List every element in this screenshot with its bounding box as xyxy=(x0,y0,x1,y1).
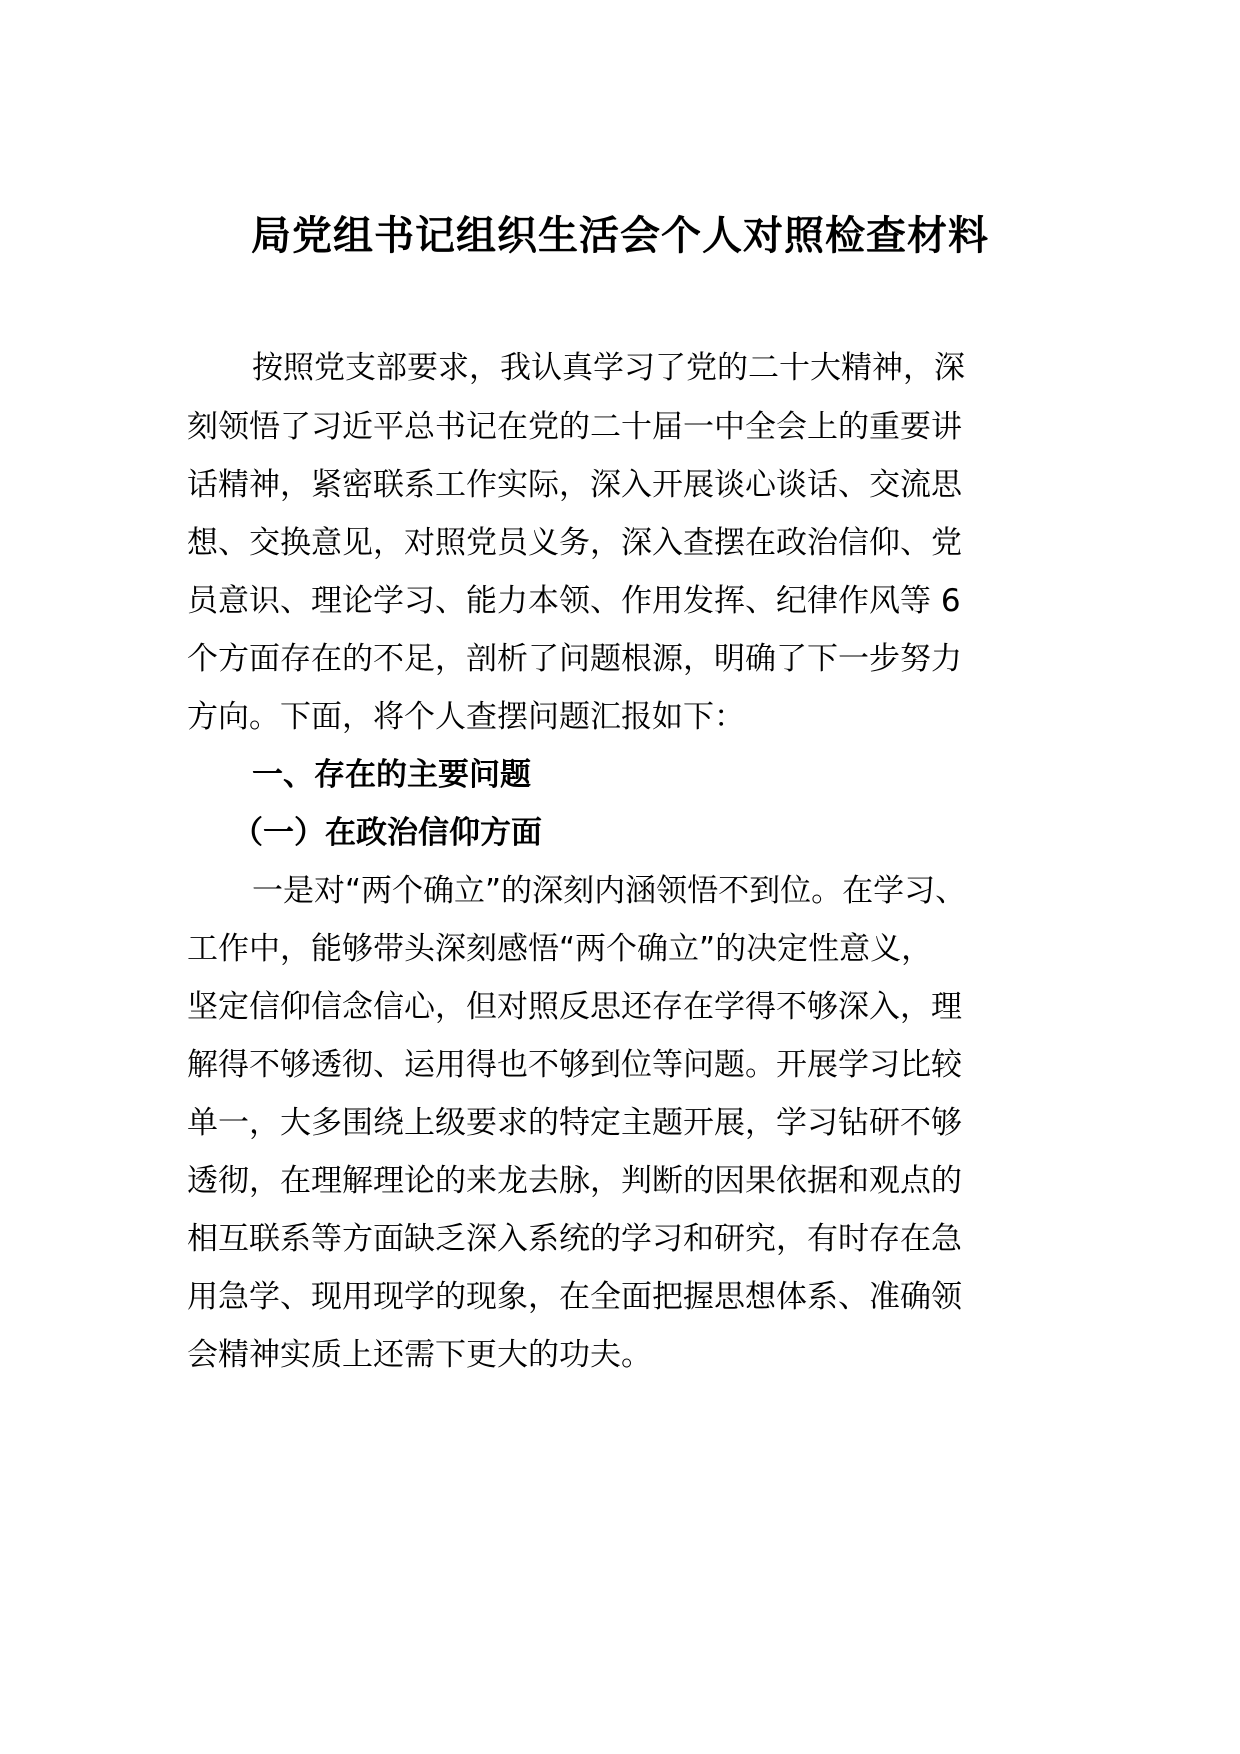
paragraph-line: 想、交换意见，对照党员义务，深入查摆在政治信仰、党 xyxy=(187,525,962,561)
paragraph-line: 刻领悟了习近平总书记在党的二十届一中全会上的重要讲 xyxy=(187,409,962,445)
paragraph-line: 相互联系等方面缺乏深入系统的学习和研究，有时存在急 xyxy=(187,1221,962,1257)
paragraph-line: 用急学、现用现学的现象，在全面把握思想体系、准确领 xyxy=(187,1279,962,1315)
paragraph-line: 按照党支部要求，我认真学习了党的二十大精神，深 xyxy=(252,350,965,386)
paragraph-line: 个方面存在的不足，剖析了问题根源，明确了下一步努力 xyxy=(187,641,962,677)
paragraph-line: 方向。下面，将个人查摆问题汇报如下： xyxy=(187,699,745,735)
paragraph-line: 话精神，紧密联系工作实际，深入开展谈心谈话、交流思 xyxy=(187,467,962,503)
paragraph-line: 一是对“两个确立”的深刻内涵领悟不到位。在学习、 xyxy=(252,873,967,909)
paragraph-line: 会精神实质上还需下更大的功夫。 xyxy=(187,1337,652,1373)
paragraph-line: 员意识、理论学习、能力本领、作用发挥、纪律作风等 6 xyxy=(187,583,961,619)
document-title: 局党组书记组织生活会个人对照检查材料 xyxy=(251,213,989,259)
paragraph-line: 坚定信仰信念信心，但对照反思还存在学得不够深入，理 xyxy=(187,989,962,1025)
paragraph-line: 解得不够透彻、运用得也不够到位等问题。开展学习比较 xyxy=(187,1047,962,1083)
paragraph-line: 透彻，在理解理论的来龙去脉，判断的因果依据和观点的 xyxy=(187,1163,962,1199)
section-heading: 一、存在的主要问题 xyxy=(252,757,531,793)
paragraph-line: 工作中，能够带头深刻感悟“两个确立”的决定性意义， xyxy=(187,931,933,967)
paragraph-line: 单一，大多围绕上级要求的特定主题开展，学习钻研不够 xyxy=(187,1105,962,1141)
subsection-heading: （一）在政治信仰方面 xyxy=(232,815,542,851)
